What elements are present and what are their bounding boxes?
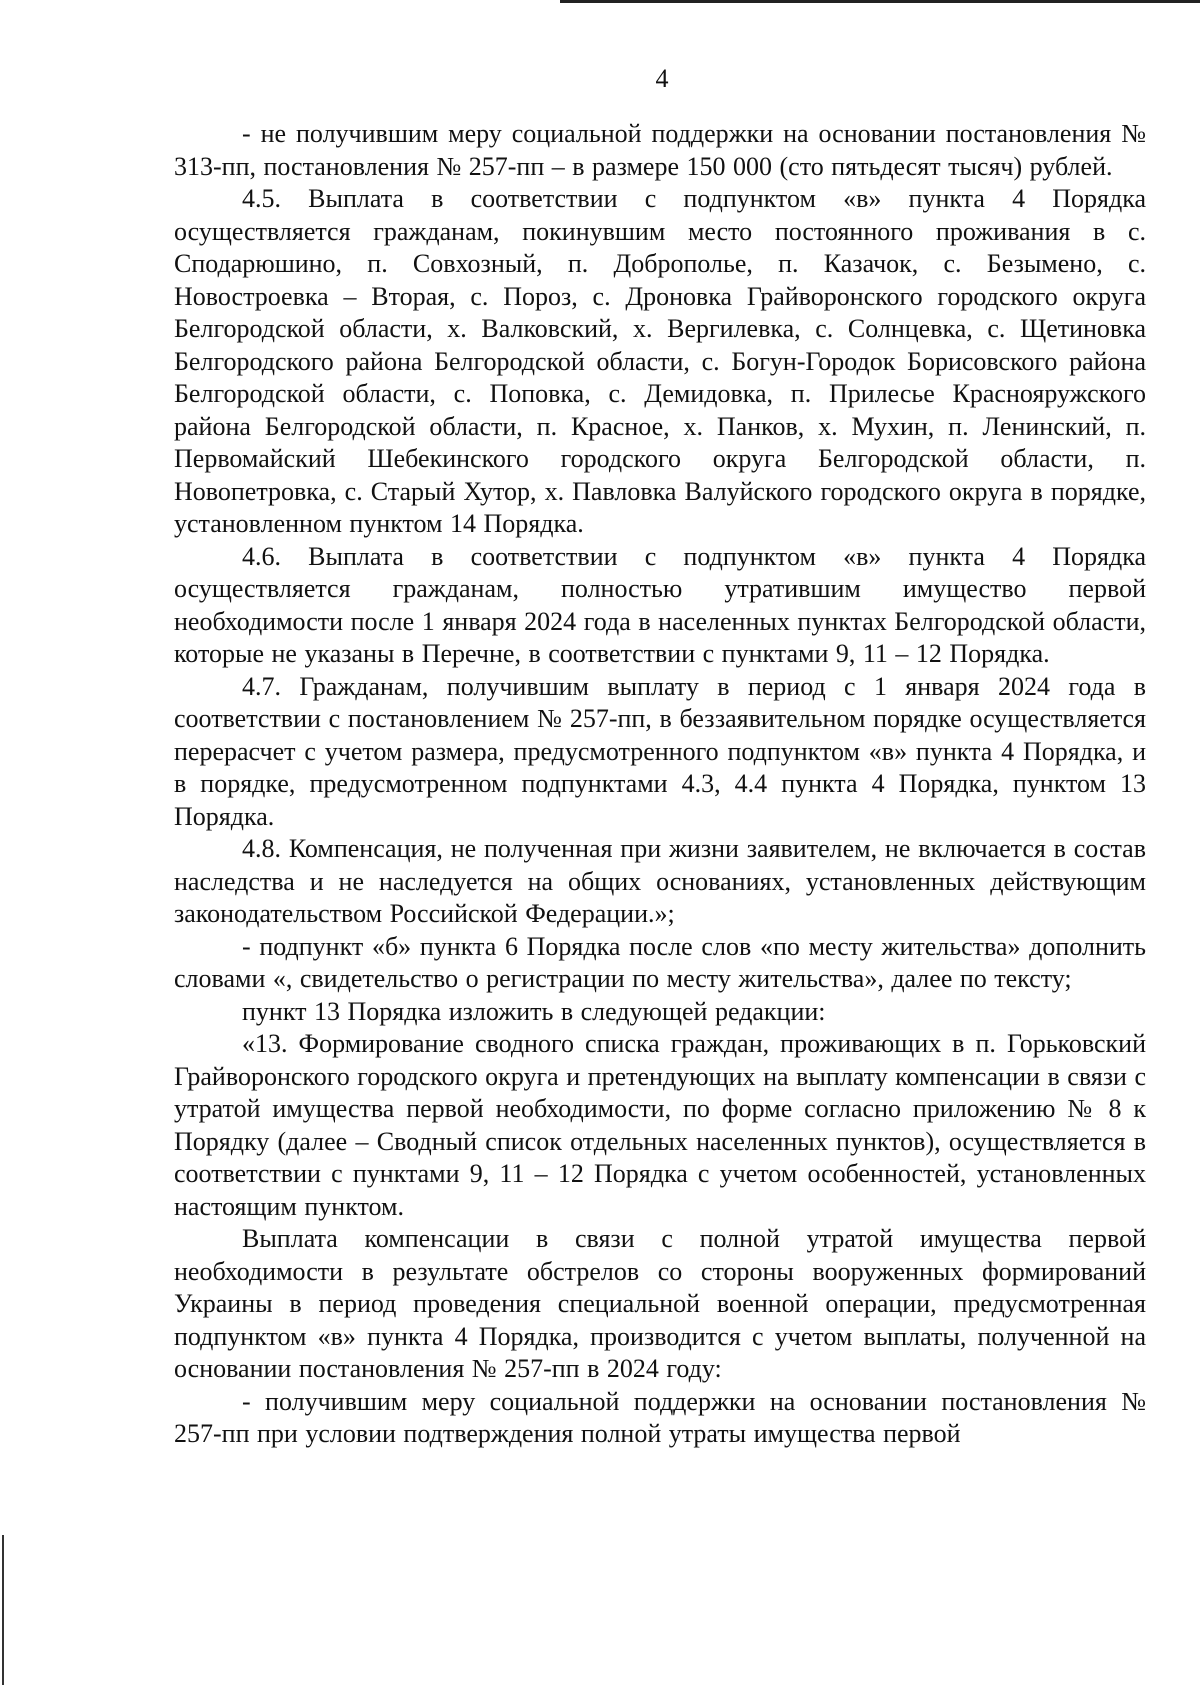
scan-edge-top: [560, 0, 1200, 3]
paragraph-last: - получившим меру социальной поддержки на основании постановления № 257-пп при условии подтверждения полной утраты имущества первой: [174, 1386, 1146, 1448]
paragraph-point-13-intro: пункт 13 Порядка изложить в следующей редакции:: [242, 996, 826, 1026]
paragraph-4-5: 4.5. Выплата в соответствии с подпунктом «в» пункта 4 Порядка осуществляется гражданам, покинувшим место постоянного проживания в с. Сподарюшино, п. Совхозный, п. Доброполье, п. Казачок, с. Безымено, с. Новостроевка – Вторая, с. Пороз, с. Дроновка Грайворонского городского округа Белгородской области, х. Валковский, х. Вергилевка, с. Солнцевка, с. Щетиновка Белгородского района Белгородской области, с. Богун-Городок Борисовского района Белгородской области, с. Поповка, с. Демидовка, п. Прилесье Краснояружского района Белгородской области, п. Красное, х. Панков, х. Мухин, п. Ленинский, п. Первомайский Шебекинского городского округа Белгородской области, п. Новопетровка, с. Старый Хутор, х. Павловка Валуйского городского округа в порядке, установленном пунктом 14 Порядка.: [174, 184, 1146, 538]
paragraph-1: - не получившим меру социальной поддержки на основании постановления № 313-пп, постановления № 257-пп – в размере 150 000 (сто пятьдесят тысяч) рублей.: [174, 119, 1146, 181]
paragraph-4-7: 4.7. Гражданам, получившим выплату в период с 1 января 2024 года в соответствии с постановлением № 257-пп, в беззаявительном порядке осуществляется перерасчет с учетом размера, предусмотренного подпунктом «в» пункта 4 Порядка, и в порядке, предусмотренном подпунктами 4.3, 4.4 пункта 4 Порядка, пунктом 13 Порядка.: [174, 671, 1146, 831]
scan-edge-left: [2, 1535, 4, 1685]
paragraph-4-8: 4.8. Компенсация, не полученная при жизни заявителем, не включается в состав наследства и не наследуется на общих основаниях, установленных действующим законодательством Российской Федерации.»;: [174, 834, 1146, 928]
paragraph-point-13: «13. Формирование сводного списка граждан, проживающих в п. Горьковский Грайворонского городского округа и претендующих на выплату компенсации в связи с утратой имущества первой необходимости, по форме согласно приложению № 8 к Порядку (далее – Сводный список отдельных населенных пунктов), осуществляется в соответствии с пунктами 9, 11 – 12 Порядка с учетом особенностей, установленных настоящим пунктом.: [174, 1029, 1146, 1221]
page-number: 4: [655, 64, 669, 93]
document-body: [174, 118, 1146, 1451]
paragraph-4-6: 4.6. Выплата в соответствии с подпунктом «в» пункта 4 Порядка осуществляется гражданам, полностью утратившим имущество первой необходимости после 1 января 2024 года в населенных пунктах Белгородской области, которые не указаны в Перечне, в соответствии с пунктами 9, 11 – 12 Порядка.: [174, 541, 1146, 668]
paragraph-compensation: Выплата компенсации в связи с полной утратой имущества первой необходимости в результате обстрелов со стороны вооруженных формирований Украины в период проведения специальной военной операции, предусмотренная подпунктом «в» пункта 4 Порядка, производится с учетом выплаты, полученной на основании постановления № 257-пп в 2024 году:: [174, 1224, 1146, 1383]
paragraph-subpoint-b: - подпункт «б» пункта 6 Порядка после слов «по месту жительства» дополнить словами «, свидетельство о регистрации по месту жительства», далее по тексту;: [174, 931, 1146, 993]
